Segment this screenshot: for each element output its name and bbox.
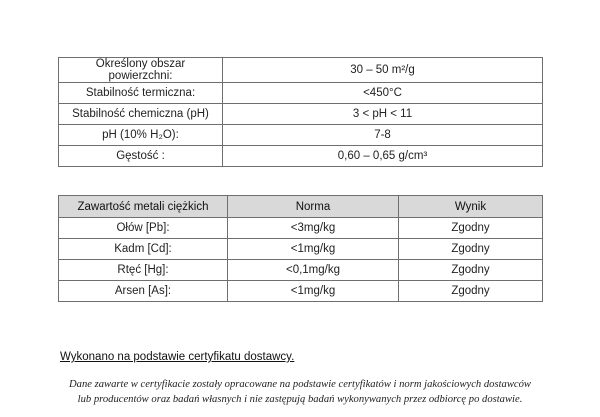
property-label: pH (10% H₂O): xyxy=(59,125,223,146)
metal-name: Arsen [As]: xyxy=(59,281,228,302)
table-row xyxy=(59,146,543,167)
property-value: 0,60 – 0,65 g/cm³ xyxy=(223,146,543,167)
property-label: Stabilność chemiczna (pH) xyxy=(59,104,223,125)
properties-table xyxy=(58,57,543,167)
property-value: 3 < pH < 11 xyxy=(223,104,543,125)
heavy-metals-table xyxy=(58,195,543,302)
property-value: 30 – 50 m²/g xyxy=(223,58,543,83)
metal-norm: <1mg/kg xyxy=(228,281,399,302)
table-row xyxy=(59,218,543,239)
table-row xyxy=(59,239,543,260)
column-header-result: Wynik xyxy=(399,196,543,218)
property-label: Określony obszar powierzchni: xyxy=(59,58,223,83)
column-header-metal: Zawartość metali ciężkich xyxy=(59,196,228,218)
disclaimer xyxy=(40,377,560,407)
metal-result: Zgodny xyxy=(399,260,543,281)
disclaimer-line: Dane zawarte w certyfikacie zostały opracowane na podstawie certyfikatów i norm jakościowych dostawców xyxy=(69,379,531,390)
metal-result: Zgodny xyxy=(399,281,543,302)
metal-norm: <0,1mg/kg xyxy=(228,260,399,281)
metal-name: Ołów [Pb]: xyxy=(59,218,228,239)
metal-norm: <3mg/kg xyxy=(228,218,399,239)
supplier-certificate-note: Wykonano na podstawie certyfikatu dostawcy. xyxy=(60,351,295,363)
table-header-row xyxy=(59,196,543,218)
metal-name: Kadm [Cd]: xyxy=(59,239,228,260)
column-header-norm: Norma xyxy=(228,196,399,218)
property-label: Stabilność termiczna: xyxy=(59,83,223,104)
disclaimer-line: lub producentów oraz badań własnych i nie zastępują badań wykonywanych przez odbiorcę po dostawie. xyxy=(77,394,523,405)
table-row xyxy=(59,281,543,302)
table-row xyxy=(59,83,543,104)
property-label: Gęstość : xyxy=(59,146,223,167)
metal-result: Zgodny xyxy=(399,239,543,260)
metal-result: Zgodny xyxy=(399,218,543,239)
table-row xyxy=(59,58,543,83)
metal-norm: <1mg/kg xyxy=(228,239,399,260)
table-row xyxy=(59,260,543,281)
table-row xyxy=(59,125,543,146)
property-value: <450°C xyxy=(223,83,543,104)
table-row xyxy=(59,104,543,125)
metal-name: Rtęć [Hg]: xyxy=(59,260,228,281)
property-value: 7-8 xyxy=(223,125,543,146)
